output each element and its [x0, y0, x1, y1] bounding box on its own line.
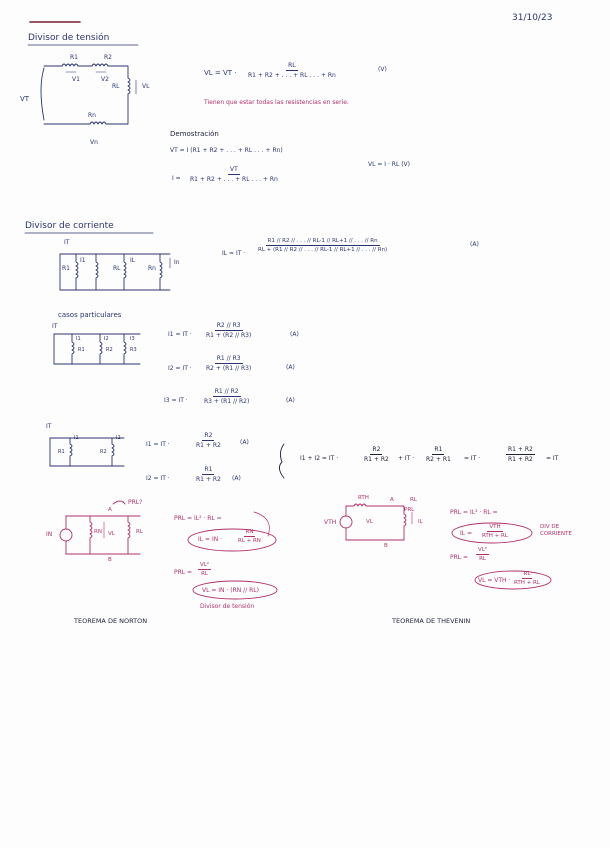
thevenin-rl-label: RL — [410, 497, 417, 503]
corriente-label-i1: I1 — [80, 257, 86, 264]
sum-fraction-2 — [426, 446, 451, 463]
two-eq1-fraction — [196, 432, 221, 449]
casos2-label-r1: R1 — [58, 449, 65, 455]
norton-il-denominator: RL + RN — [238, 538, 261, 544]
section-title-corriente: Divisor de corriente — [25, 221, 114, 231]
caso-eq3-denominator: R3 + (R1 // R2) — [204, 398, 250, 405]
casos-title: casos particulares — [58, 311, 122, 319]
two-eq1-lhs: I1 = IT · — [146, 441, 170, 448]
corriente-label-il: IL — [130, 257, 136, 264]
sum-plus: + IT · — [398, 455, 415, 462]
caso-eq3-lhs: I3 = IT · — [164, 397, 188, 404]
thevenin-prl2-fraction — [476, 547, 489, 562]
thevenin-vl-lhs: VL = VTH · — [478, 577, 511, 584]
thevenin-a-label: A — [390, 497, 394, 503]
thevenin-title: TEOREMA DE THEVENIN — [392, 617, 471, 625]
corriente-formula-unit: (A) — [470, 241, 479, 248]
thevenin-prl2-denominator: RL — [479, 556, 486, 562]
sum-denominator-3: R1 + R2 — [508, 456, 533, 463]
tension-formula-denominator: R1 + R2 + . . . + RL . . . + Rn — [248, 72, 336, 79]
casos3-label-r3: R3 — [130, 347, 137, 353]
tension-note: Tienen que estar todas las resistencias en serie. — [204, 99, 349, 106]
tension-formula-lhs: VL = VT · — [204, 69, 237, 77]
corriente-formula-fraction — [258, 238, 387, 253]
circuit-label-r2: R2 — [104, 54, 112, 61]
norton-rl-label: RL — [136, 529, 143, 535]
caso-eq3-fraction — [204, 388, 249, 405]
norton-prl2-denominator: RL — [201, 571, 208, 577]
demo-title: Demostración — [170, 130, 219, 138]
thevenin-prl2-lhs: PRL = — [450, 554, 469, 561]
thevenin-prl-label: PRL — [404, 507, 415, 513]
two-eq1-numerator: R2 — [204, 432, 213, 439]
demo-fraction — [190, 166, 278, 183]
circuit-label-v1: V1 — [72, 76, 80, 83]
thevenin-circuit — [340, 504, 415, 540]
thevenin-il-lhs: IL = — [460, 530, 473, 537]
circuit-label-r1: R1 — [70, 54, 78, 61]
norton-vl-label: VL — [108, 531, 115, 537]
demo-result: VL = I · RL (V) — [368, 161, 410, 168]
norton-rn-label: RN — [94, 529, 102, 535]
norton-il-numerator: RN — [245, 529, 254, 535]
norton-prl-question: PRL? — [128, 499, 143, 506]
norton-vl-eq: VL = IN · (RN // RL) — [202, 587, 259, 594]
circuit-label-v2: V2 — [101, 76, 109, 83]
casos2-label-r2: R2 — [100, 449, 107, 455]
thevenin-source-label: VTH — [324, 519, 337, 526]
two-eq1-unit: (A) — [240, 439, 249, 446]
thevenin-il-label: IL — [418, 519, 423, 525]
tension-formula-numerator: RL — [288, 62, 296, 69]
two-eq2-unit: (A) — [232, 475, 241, 482]
corriente-formula-denominator: RL + (R1 // R2 // . . . // RL-1 // RL+1 // . . . // Rn) — [258, 247, 388, 253]
two-eq2-fraction — [196, 466, 221, 483]
parallel-circuit-diagram — [60, 254, 170, 290]
norton-prl2-lhs: PRL = — [174, 569, 193, 576]
norton-il-fraction — [238, 529, 261, 544]
norton-prl-eq: PRL = IL² · RL = — [174, 515, 222, 522]
two-eq1-denominator: R1 + R2 — [196, 442, 221, 449]
casos3-label-it: IT — [52, 323, 58, 330]
circuit-label-vn: Vn — [90, 139, 98, 146]
sum-eq: = IT · — [464, 455, 481, 462]
circuit-label-rl: RL — [112, 83, 120, 90]
caso-eq2-numerator: R1 // R3 — [216, 355, 241, 362]
sum-result: = IT — [546, 455, 559, 462]
caso-eq2-denominator: R2 + (R1 // R3) — [206, 365, 252, 372]
norton-title: TEOREMA DE NORTON — [74, 617, 148, 625]
three-branch-circuit — [54, 334, 140, 364]
thevenin-prl-eq: PRL = IL² · RL = — [450, 509, 498, 516]
norton-prl2-numerator: VL² — [200, 562, 210, 568]
thevenin-b-label: B — [384, 543, 388, 549]
tension-formula-fraction — [248, 62, 336, 79]
brace-mark — [279, 444, 284, 478]
casos3-label-i2: I2 — [104, 336, 109, 342]
two-eq2-lhs: I2 = IT · — [146, 475, 170, 482]
sum-numerator-2: R1 — [434, 446, 443, 453]
norton-circuit — [60, 499, 143, 554]
thevenin-prl2-numerator: VL² — [478, 547, 488, 553]
page-date: 31/10/23 — [512, 13, 553, 23]
demo-numerator: VT — [230, 166, 238, 173]
caso-eq1-unit: (A) — [290, 331, 299, 338]
caso-eq3-numerator: R1 // R2 — [214, 388, 239, 395]
casos3-label-r2: R2 — [106, 347, 113, 353]
demo-i-lhs: I = — [172, 175, 181, 182]
thevenin-vl-numerator: RL — [523, 571, 531, 577]
norton-a-label: A — [108, 507, 112, 513]
thevenin-vl-fraction — [514, 571, 540, 586]
section-title-tension: Divisor de tensión — [28, 33, 110, 43]
caso-eq3-unit: (A) — [286, 397, 295, 404]
casos3-label-i1: I1 — [76, 336, 81, 342]
corriente-formula-lhs: IL = IT · — [222, 250, 246, 257]
caso-eq2-lhs: I2 = IT · — [168, 365, 192, 372]
circuit-label-rn: Rn — [88, 112, 96, 119]
sum-denominator-2: R2 + R1 — [426, 456, 451, 463]
two-eq2-denominator: R1 + R2 — [196, 476, 221, 483]
demo-denominator: R1 + R2 + . . . + RL . . . + Rn — [190, 176, 278, 183]
sum-lhs: I1 + I2 = IT · — [300, 455, 339, 462]
caso-eq1-numerator: R2 // R3 — [216, 322, 241, 329]
thevenin-il-denominator: RTH + RL — [482, 533, 508, 539]
thevenin-vl-label: VL — [366, 519, 373, 525]
norton-b-label: B — [108, 557, 112, 563]
thevenin-vl-denominator: RTH + RL — [514, 580, 540, 586]
sum-fraction-3 — [506, 446, 535, 463]
norton-source-label: IN — [46, 531, 53, 538]
circuit-label-vl: VL — [142, 83, 150, 90]
corriente-label-rl: RL — [113, 265, 121, 272]
casos2-label-i1: I1 — [74, 435, 79, 441]
corriente-label-in: In — [174, 259, 180, 266]
thevenin-il-numerator: VTH — [489, 524, 501, 530]
caso-eq1-fraction — [206, 322, 251, 339]
casos3-label-r1: R1 — [78, 347, 85, 353]
corriente-label-r1: R1 — [62, 265, 70, 272]
norton-prl2-fraction — [198, 562, 211, 577]
caso-eq2-unit: (A) — [286, 364, 295, 371]
tension-formula-unit: (V) — [378, 66, 387, 73]
corriente-label-rn: Rn — [148, 265, 156, 272]
casos2-label-i2: I2 — [116, 435, 121, 441]
circuit-label-vt: VT — [20, 95, 30, 103]
thevenin-il-fraction — [482, 524, 508, 539]
caso-eq2-fraction — [206, 355, 251, 372]
thevenin-rth-label: RTH — [358, 495, 369, 501]
thevenin-div-note: DIV DE CORRIENTE — [540, 524, 572, 537]
norton-vl-note: Divisor de tensión — [200, 603, 255, 610]
casos3-label-i3: I3 — [130, 336, 135, 342]
norton-il-lhs: IL = IN · — [198, 536, 223, 543]
sum-numerator-3: R1 + R2 — [508, 446, 533, 453]
demo-line-1: VT = I (R1 + R2 + . . . + RL . . . + Rn) — [170, 147, 283, 154]
sum-numerator-1: R2 — [372, 446, 381, 453]
sum-fraction-1 — [364, 446, 389, 463]
corriente-formula-numerator: R1 // R2 // . . . // RL-1 // RL+1 // . . . // Rn — [267, 238, 378, 244]
caso-eq1-lhs: I1 = IT · — [168, 331, 192, 338]
two-eq2-numerator: R1 — [204, 466, 213, 473]
caso-eq1-denominator: R1 + (R2 // R3) — [206, 332, 252, 339]
casos2-label-it: IT — [46, 423, 52, 430]
sum-denominator-1: R1 + R2 — [364, 456, 389, 463]
corriente-label-it: IT — [64, 239, 70, 246]
